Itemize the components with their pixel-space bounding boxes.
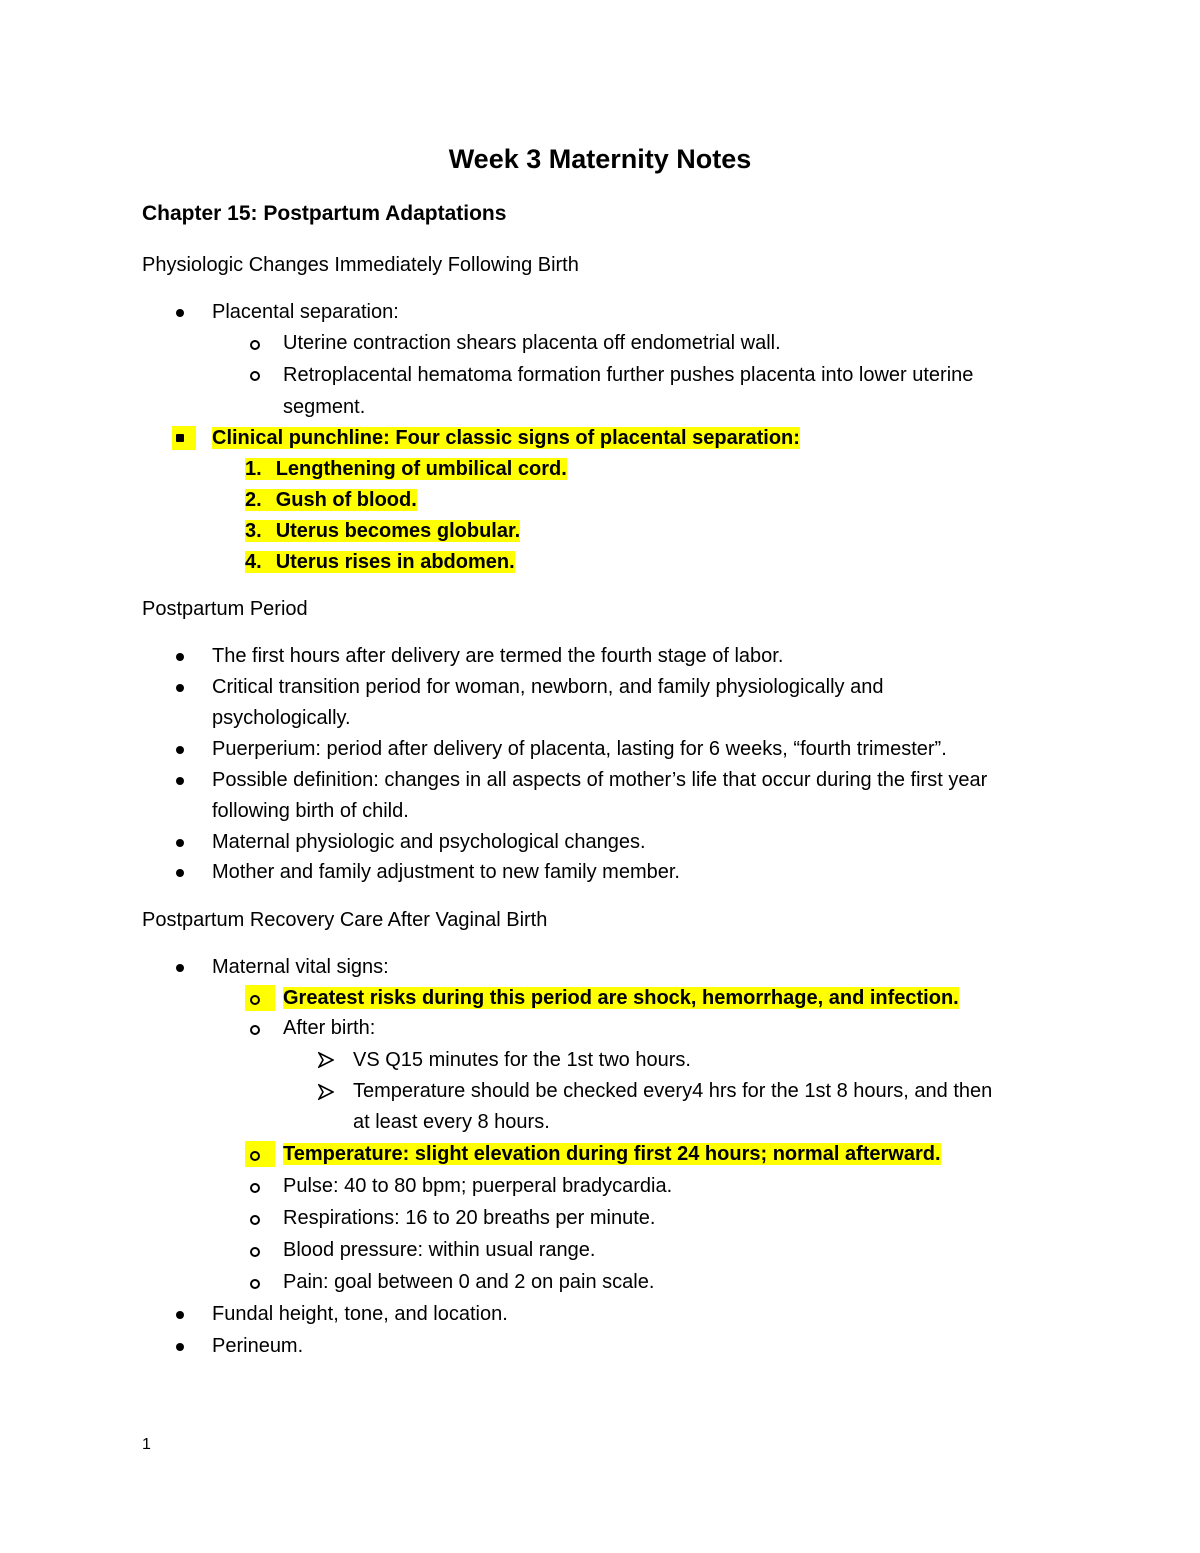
section-heading-physiologic: Physiologic Changes Immediately Following Birth (142, 254, 579, 276)
circle-bullet-icon (250, 1215, 260, 1225)
document-title: Week 3 Maternity Notes (448, 144, 752, 174)
chapter-heading: Chapter 15: Postpartum Adaptations (142, 202, 507, 225)
bullet-icon (176, 1311, 184, 1319)
sub-item-pulse: Pulse: 40 to 80 bpm; puerperal bradycardia. (283, 1175, 673, 1197)
bullet-icon (176, 309, 184, 317)
circle-bullet-icon (250, 1247, 260, 1257)
list-item: Mother and family adjustment to new family member. (212, 861, 680, 883)
list-item-perineum: Perineum. (212, 1335, 304, 1357)
arrow-item-temp-check: Temperature should be checked every4 hrs for the 1st 8 hours, and then (353, 1080, 993, 1102)
highlighted-text: Temperature: slight elevation during first 24 hours; normal afterward. (283, 1143, 941, 1165)
clinical-punchline (212, 425, 800, 451)
sign-text: Gush of blood. (262, 489, 417, 511)
sign-text: Lengthening of umbilical cord. (262, 458, 567, 480)
list-item-vital-signs: Maternal vital signs: (212, 956, 389, 978)
list-item-fundal: Fundal height, tone, and location. (212, 1303, 508, 1325)
bullet-icon (176, 1343, 184, 1351)
sub-item-temperature (283, 1141, 941, 1167)
sub-item-after-birth: After birth: (283, 1017, 376, 1039)
bullet-icon (176, 964, 184, 972)
circle-bullet-icon (250, 1279, 260, 1289)
bullet-icon (176, 839, 184, 847)
bullet-icon (176, 869, 184, 877)
sub-item-blood-pressure: Blood pressure: within usual range. (283, 1239, 596, 1261)
arrow-item-temp-check-cont: at least every 8 hours. (353, 1111, 550, 1133)
sub-item-risks (283, 985, 959, 1011)
list-item-placental-separation: Placental separation: (212, 301, 399, 323)
arrow-item-vs: VS Q15 minutes for the 1st two hours. (353, 1049, 691, 1071)
sign-number: 4. (245, 551, 262, 573)
sign-item (245, 518, 520, 544)
sign-text: Uterus becomes globular. (262, 520, 521, 542)
circle-bullet-icon (250, 371, 260, 381)
arrow-bullet-icon (318, 1084, 334, 1100)
sign-number: 1. (245, 458, 262, 480)
sub-item-retroplacental: Retroplacental hematoma formation further pushes placenta into lower uterine (283, 364, 974, 386)
bullet-icon (176, 777, 184, 785)
bullet-icon (176, 684, 184, 692)
list-item: Critical transition period for woman, newborn, and family physiologically and (212, 676, 884, 698)
sub-item-retroplacental-cont: segment. (283, 396, 366, 418)
sign-item (245, 487, 417, 513)
sub-item-pain: Pain: goal between 0 and 2 on pain scale. (283, 1271, 655, 1293)
sign-text: Uterus rises in abdomen. (262, 551, 515, 573)
section-heading-recovery: Postpartum Recovery Care After Vaginal Birth (142, 909, 548, 931)
sign-number: 3. (245, 520, 262, 542)
list-item: Puerperium: period after delivery of placenta, lasting for 6 weeks, “fourth trimester”. (212, 738, 947, 760)
highlighted-text: Clinical punchline: Four classic signs of placental separation: (212, 427, 800, 449)
circle-bullet-icon (250, 1025, 260, 1035)
list-item-cont: psychologically. (212, 707, 351, 729)
sign-item (245, 549, 515, 575)
list-item: Maternal physiologic and psychological changes. (212, 831, 646, 853)
sub-item-respirations: Respirations: 16 to 20 breaths per minute. (283, 1207, 656, 1229)
list-item: Possible definition: changes in all aspects of mother’s life that occur during the first year (212, 769, 988, 791)
sign-number: 2. (245, 489, 262, 511)
circle-bullet-icon (250, 995, 260, 1005)
list-item-cont: following birth of child. (212, 800, 409, 822)
section-heading-postpartum-period: Postpartum Period (142, 598, 308, 620)
bullet-icon (176, 434, 184, 442)
list-item: The first hours after delivery are termed the fourth stage of labor. (212, 645, 784, 667)
highlighted-text: Greatest risks during this period are shock, hemorrhage, and infection. (283, 987, 959, 1009)
sub-item-uterine-contraction: Uterine contraction shears placenta off endometrial wall. (283, 332, 781, 354)
arrow-bullet-icon (318, 1052, 334, 1068)
bullet-icon (176, 653, 184, 661)
circle-bullet-icon (250, 1151, 260, 1161)
circle-bullet-icon (250, 1183, 260, 1193)
sign-item (245, 456, 567, 482)
page-number: 1 (142, 1436, 151, 1453)
bullet-icon (176, 746, 184, 754)
circle-bullet-icon (250, 340, 260, 350)
